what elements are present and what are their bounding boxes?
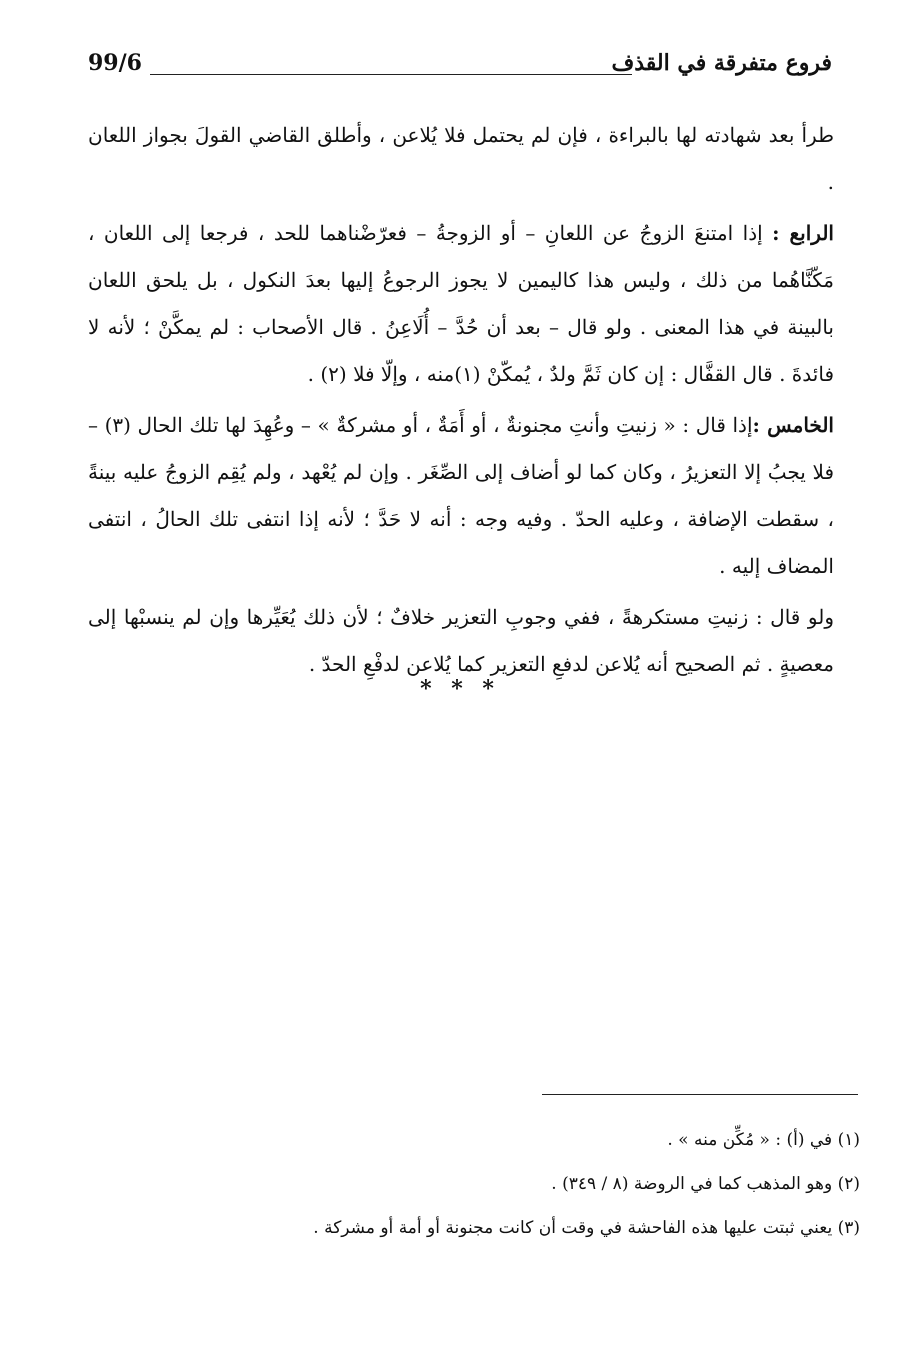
header-rule	[150, 74, 632, 75]
page-reference: 99/6	[88, 50, 142, 76]
paragraph-text: إذا امتنعَ الزوجُ عن اللعانِ – أو الزوجةُ – فعرّضْناهما للحد ، فرجعا إلى اللعان ، مَكّنَّاهُما من ذلك ، وليس هذا كاليمين لا يجوز الرجوعُ إليها بعدَ النكول ، بل يلحق اللعان بالبينة في هذا المعنى . ولو قال – بعد أن حُدَّ – أُلَاعِنُ . قال الأصحاب : لم يمكَّنْ ؛ لأنه لا فائدةَ . قال القفَّال : إن كان ثَمَّ ولدٌ ، يُمكّنْ (١)منه ، وإلّا فلا (٢) .	[88, 221, 834, 386]
footnote-rule	[542, 1094, 858, 1095]
paragraph-text: ولو قال : زنيتِ مستكرهةً ، ففي وجوبِ التعزير خلافٌ ؛ لأن ذلك يُعَيِّرها وإن لم ينسبْها إلى معصيةٍ . ثم الصحيح أنه يُلاعن لدفعِ التعزير كما يُلاعن لدفْعِ الحدّ .	[88, 605, 834, 676]
paragraph-fourth	[88, 210, 834, 398]
chapter-title: فروع متفرقة في القذف	[611, 50, 832, 76]
section-separator: * * *	[420, 676, 500, 702]
footnote: (٢) وهو المذهب كما في الروضة (٨ / ٣٤٩) .	[551, 1174, 860, 1194]
running-header	[88, 50, 832, 90]
paragraph-text: إذا قال : « زنيتِ وأنتِ مجنونةٌ ، أو أَمَةٌ ، أو مشركةٌ » – وعُهِدَ لها تلك الحال (٣) – فلا يجبُ إلا التعزيرُ ، وكان كما لو أضاف إلى الصِّغَر . وإن لم يُعْهد ، ولم يُقِم الزوجُ عليه بينةً ، سقطت الإضافة ، وعليه الحدّ . وفيه وجه : أنه لا حَدَّ ؛ لأنه إذا انتفى تلك الحالُ ، انتفى المضاف إليه .	[88, 413, 834, 578]
paragraph-heading: الرابع :	[772, 221, 834, 245]
footnote: (١) في (أ) : « مُكِّن منه » .	[667, 1130, 860, 1150]
paragraph-fifth	[88, 402, 834, 590]
paragraph-heading: الخامس :	[752, 413, 834, 437]
paragraph-coerced	[88, 594, 834, 688]
paragraph-continuation	[88, 112, 834, 206]
paragraph-text: طرأ بعد شهادته لها بالبراءة ، فإن لم يحتمل فلا يُلاعن ، وأطلق القاضي القولَ بجواز اللعان .	[88, 123, 834, 194]
footnote: (٣) يعني ثبتت عليها هذه الفاحشة في وقت أن كانت مجنونة أو أمة أو مشركة .	[313, 1218, 860, 1238]
footnotes	[88, 1118, 860, 1250]
main-text	[88, 112, 834, 688]
